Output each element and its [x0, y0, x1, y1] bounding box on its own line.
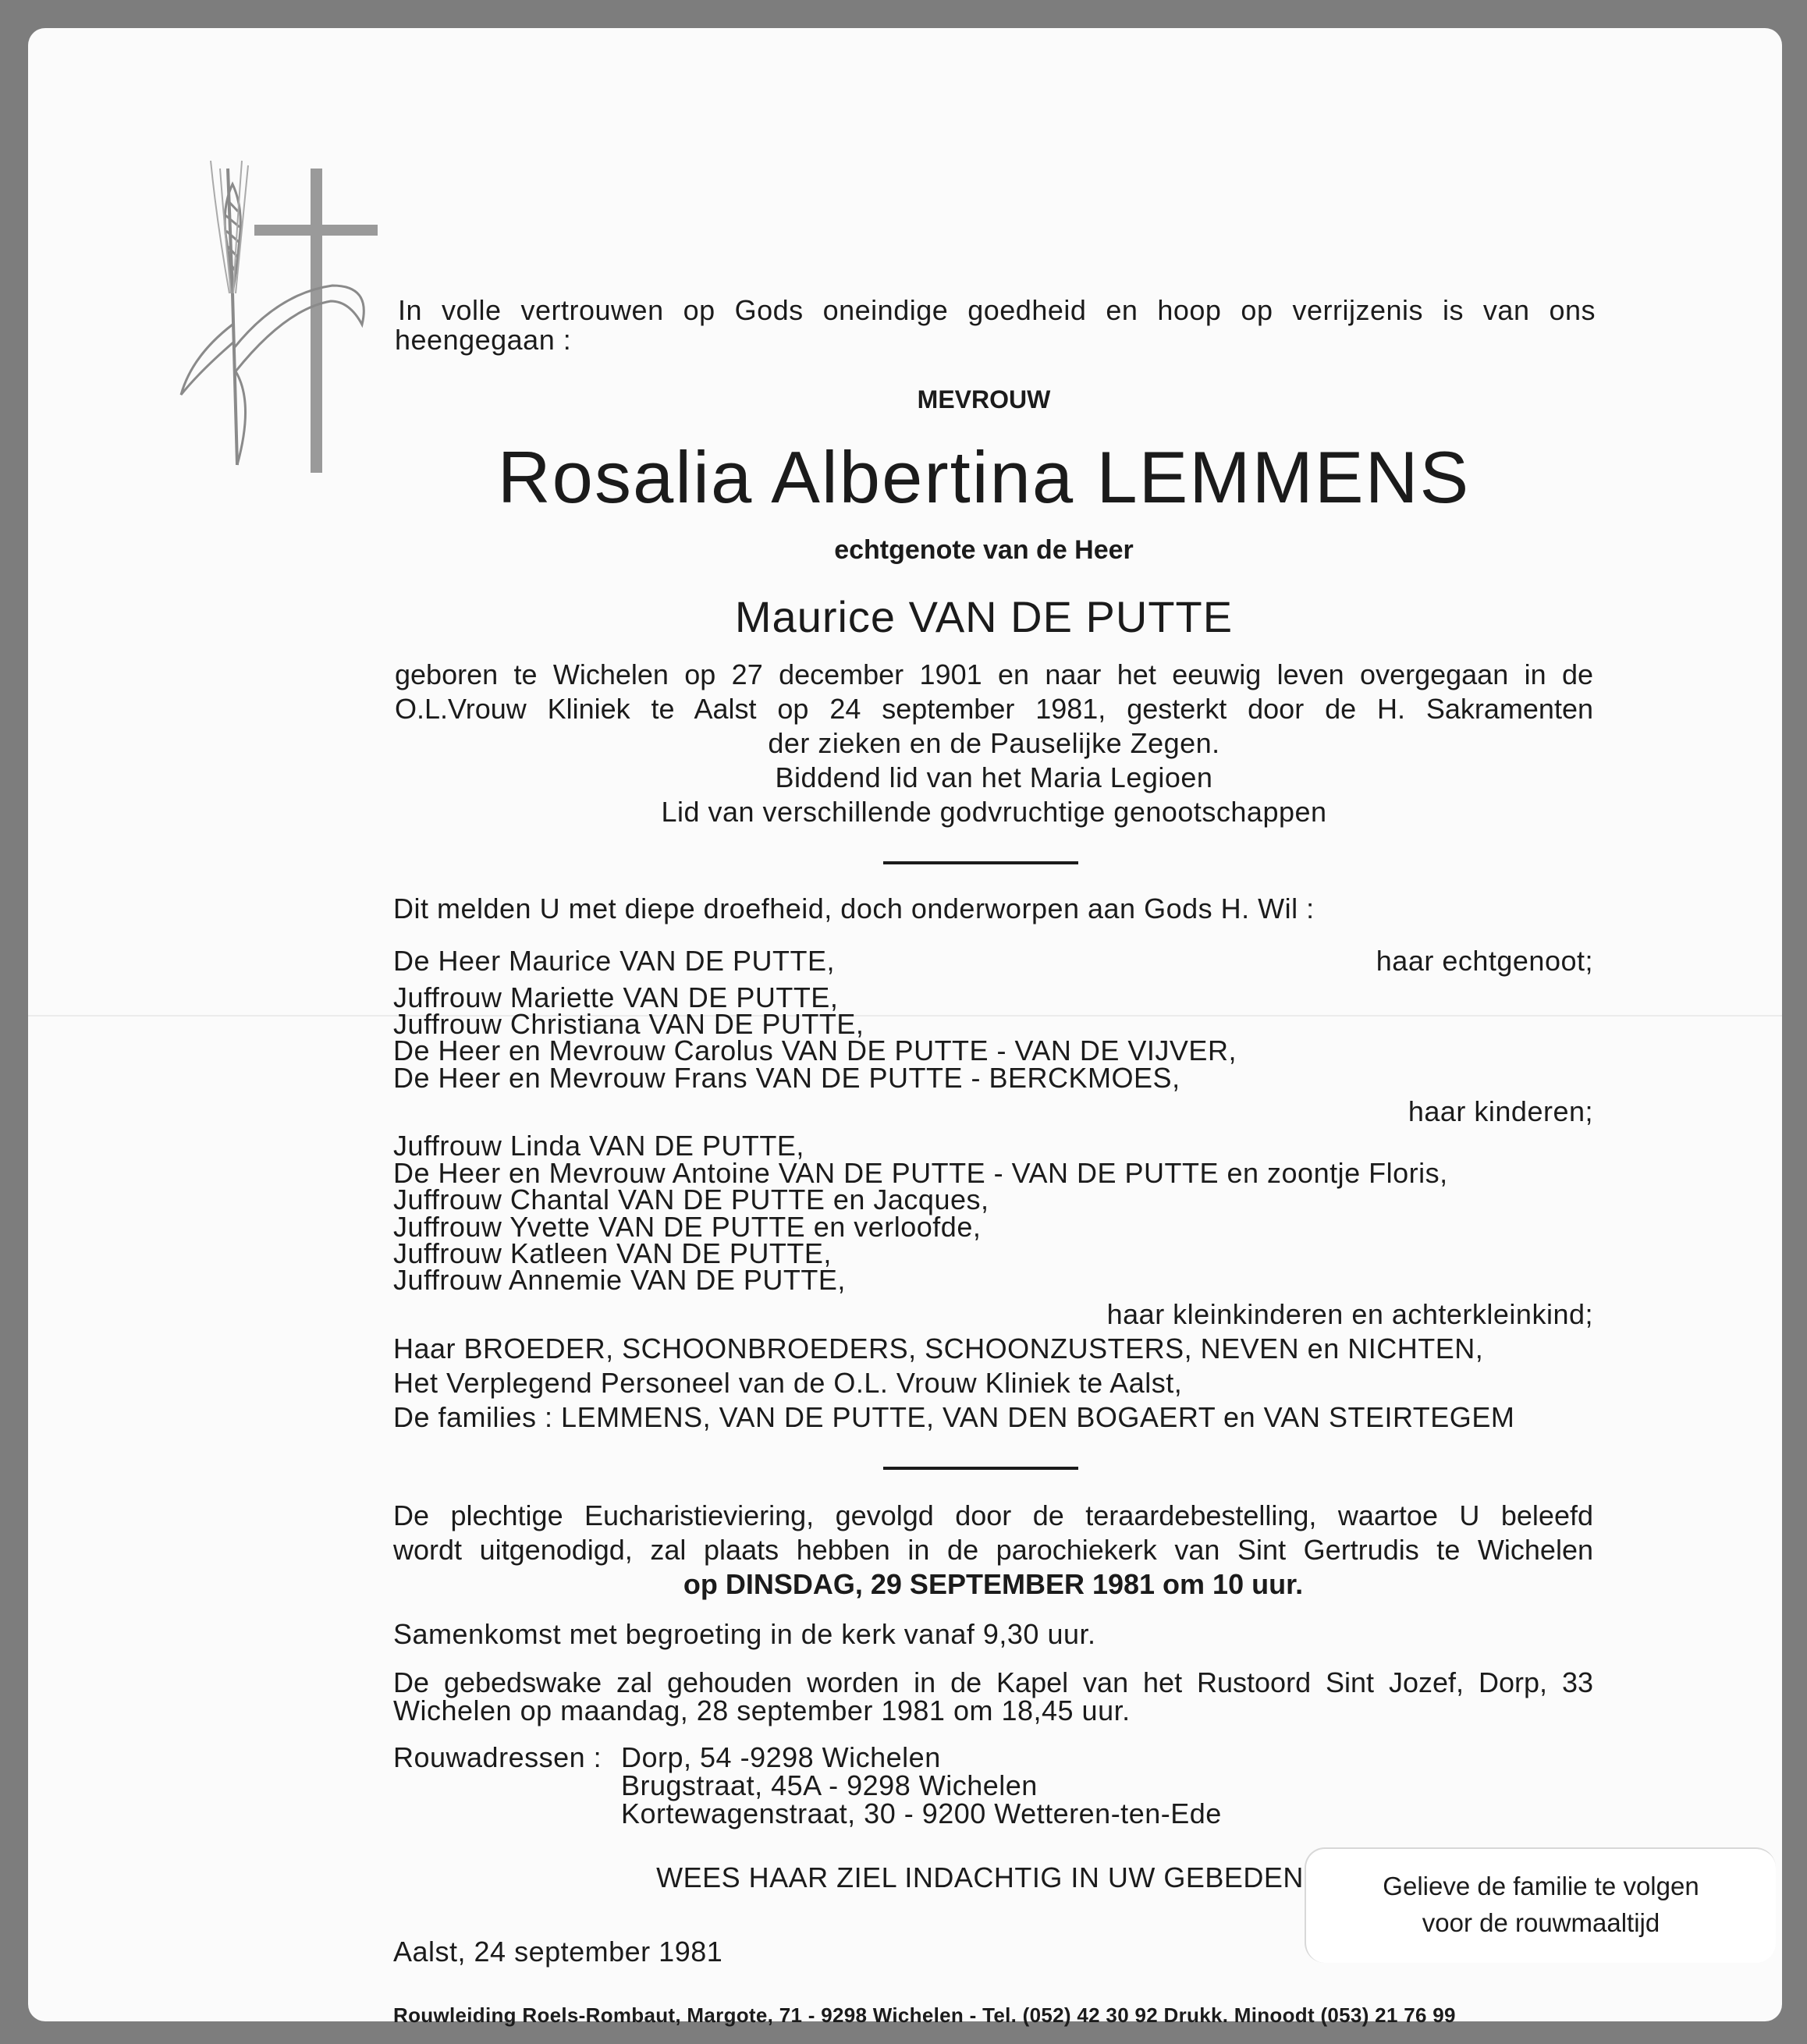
child-line: Juffrouw Mariette VAN DE PUTTE, — [393, 981, 839, 1013]
families-line: De families : LEMMENS, VAN DE PUTTE, VAN DEN BOGAERT en VAN STEIRTEGEM — [393, 1401, 1515, 1433]
fold-line — [28, 1015, 1782, 1017]
child-line: De Heer en Mevrouw Frans VAN DE PUTTE - BERCKMOES, — [393, 1062, 1180, 1094]
grandchild-line: Juffrouw Katleen VAN DE PUTTE, — [393, 1237, 832, 1269]
ceremony-line-2: wordt uitgenodigd, zal plaats hebben in de parochiekerk van Sint Gertrudis te Wichelen — [393, 1534, 1593, 1566]
divider-2 — [883, 1467, 1078, 1470]
wake-line-1: De gebedswake zal gehouden worden in de Kapel van het Rustoord Sint Jozef, Dorp, 33 — [393, 1666, 1593, 1698]
child-line: De Heer en Mevrouw Carolus VAN DE PUTTE - VAN DE VIJVER, — [393, 1034, 1237, 1066]
address-line: Kortewagenstraat, 30 - 9200 Wetteren-ten-Ede — [621, 1797, 1222, 1829]
ceremony-line-1: De plechtige Eucharistieviering, gevolgd door de teraardebestelling, waartoe U beleefd — [393, 1499, 1593, 1531]
bio-line-2: O.L.Vrouw Kliniek te Aalst op 24 september 1981, gesterkt door de H. Sakramenten — [395, 693, 1593, 725]
child-line: Juffrouw Christiana VAN DE PUTTE, — [393, 1008, 864, 1040]
sticker-line-2: voor de rouwmaaltijd — [1422, 1908, 1660, 1937]
staff-line: Het Verplegend Personeel van de O.L. Vrouw Kliniek te Aalst, — [393, 1367, 1183, 1399]
bio-line-5: Lid van verschillende godvruchtige genootschappen — [661, 796, 1327, 828]
mourning-card — [28, 28, 1782, 2027]
grandchild-line: De Heer en Mevrouw Antoine VAN DE PUTTE - VAN DE PUTTE en zoontje Floris, — [393, 1157, 1448, 1189]
addresses-label: Rouwadressen : — [393, 1741, 602, 1773]
gathering-note: Samenkomst met begroeting in de kerk vanaf 9,30 uur. — [393, 1618, 1096, 1650]
grandchild-line: Juffrouw Chantal VAN DE PUTTE en Jacques, — [393, 1183, 989, 1215]
deceased-name: Rosalia Albertina LEMMENS — [497, 436, 1471, 518]
grandchild-line: Juffrouw Annemie VAN DE PUTTE, — [393, 1264, 846, 1296]
grandchild-line: Juffrouw Yvette VAN DE PUTTE en verloofde, — [393, 1211, 982, 1243]
address-line: Dorp, 54 -9298 Wichelen — [621, 1741, 941, 1773]
prayer-request: WEES HAAR ZIEL INDACHTIG IN UW GEBEDEN — [656, 1861, 1304, 1893]
bio-line-4: Biddend lid van het Maria Legioen — [775, 761, 1213, 793]
relation-label: echtgenote van de Heer — [834, 535, 1134, 565]
grandchild-line: Juffrouw Linda VAN DE PUTTE, — [393, 1130, 804, 1162]
spouse-role: haar echtgenoot; — [1376, 945, 1593, 977]
bio-line-1: geboren te Wichelen op 27 december 1901 en naar het eeuwig leven overgegaan in de — [395, 658, 1593, 690]
bio-line-3: der zieken en de Pauselijke Zegen. — [768, 727, 1220, 759]
wake-line-2: Wichelen op maandag, 28 september 1981 om 18,45 uur. — [393, 1694, 1131, 1726]
intro-line-2: heengegaan : — [395, 324, 572, 356]
grandchildren-role: haar kleinkinderen en achterkleinkind; — [1106, 1298, 1593, 1330]
relatives-line: Haar BROEDER, SCHOONBROEDERS, SCHOONZUSTERS, NEVEN en NICHTEN, — [393, 1333, 1484, 1364]
sticker-line-1: Gelieve de familie te volgen — [1383, 1872, 1699, 1900]
spouse-name: Maurice VAN DE PUTTE — [734, 592, 1234, 641]
announcement: Dit melden U met diepe droefheid, doch onderworpen aan Gods H. Wil : — [393, 892, 1315, 924]
ceremony-date: op DINSDAG, 29 SEPTEMBER 1981 om 10 uur. — [683, 1568, 1304, 1600]
place-date: Aalst, 24 september 1981 — [393, 1936, 723, 1968]
spouse-line: De Heer Maurice VAN DE PUTTE, — [393, 945, 835, 977]
meal-note-sticker — [1305, 1847, 1776, 1963]
deceased-title: MEVROUW — [917, 385, 1051, 413]
intro-line-1: In volle vertrouwen op Gods oneindige goedheid en hoop op verrijzenis is van ons — [398, 294, 1596, 326]
cross-wheat-icon — [145, 137, 395, 481]
children-role: haar kinderen; — [1408, 1095, 1593, 1127]
address-line: Brugstraat, 45A - 9298 Wichelen — [621, 1769, 1038, 1801]
divider-1 — [883, 861, 1078, 864]
printer-footer: Rouwleiding Roels-Rombaut, Margote, 71 - 9298 Wichelen - Tel. (052) 42 30 92 Drukk. Minoodt (053) 21 76 99 — [393, 2003, 1456, 2027]
